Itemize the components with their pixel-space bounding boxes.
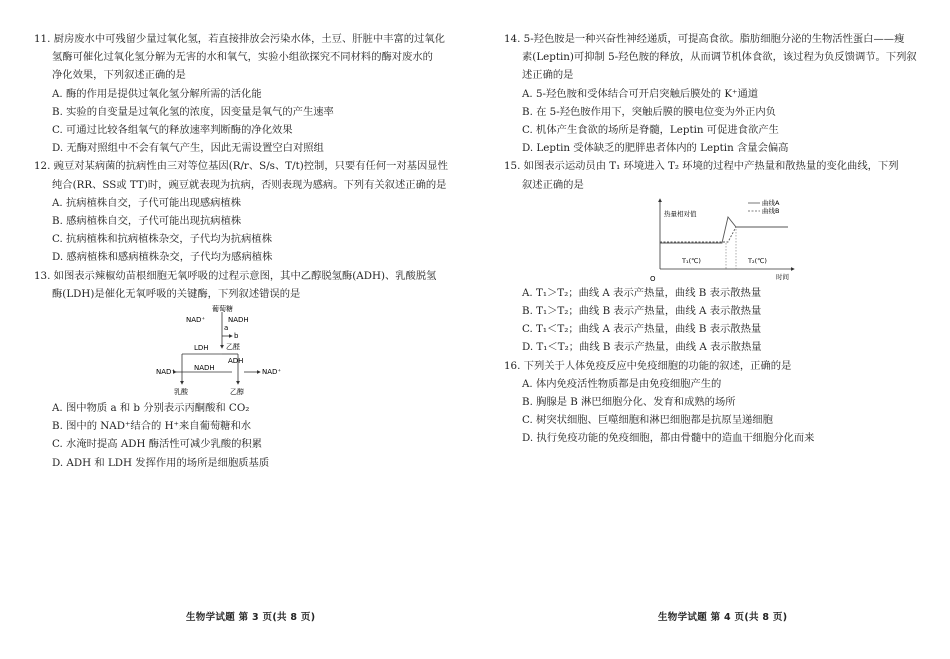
question-12 <box>34 157 454 266</box>
question-16 <box>504 357 926 448</box>
question-stem: 氢酶可催化过氧化氢分解为无害的水和氧气，实验小组欲探究不同材料的酶对废水的 <box>52 51 433 64</box>
option-b: B. 胸腺是 B 淋巴细胞分化、发育和成熟的场所 <box>522 396 736 409</box>
question-stem: 纯合(RR、SS或 TT)时，豌豆就表现为抗病，否则表现为感病。下列有关叙述正确的是 <box>52 178 447 191</box>
curve-a <box>660 217 788 243</box>
legend-a: 曲线A <box>762 198 780 207</box>
question-13 <box>34 267 454 472</box>
origin-label: O <box>650 274 656 283</box>
question-14 <box>504 30 926 157</box>
lactic-acid-label: 乳酸 <box>174 388 188 397</box>
b-label: b <box>234 332 239 341</box>
t1-label: T₁(℃) <box>682 256 701 265</box>
nadh-label: NADH <box>228 316 249 325</box>
page-footer-right: 生物学试题 第 4 页(共 8 页) <box>658 612 788 623</box>
question-stem: 素(Leptin)可抑制 5-羟色胺的释放，从而调节机体食欲，该过程为负反馈调节。下列叙 <box>522 51 917 64</box>
option-d: D. Leptin 受体缺乏的肥胖患者体内的 Leptin 含量会偏高 <box>522 142 789 155</box>
question-stem: 12. 豌豆对某病菌的抗病性由三对等位基因(R/r、S/s、T/t)控制，只要有任何一对基因显性 <box>34 160 448 173</box>
option-b: B. 在 5-羟色胺作用下，突触后膜的膜电位变为外正内负 <box>522 105 776 118</box>
option-c: C. 树突状细胞、巨噬细胞和淋巴细胞都是抗原呈递细胞 <box>522 414 773 427</box>
option-a: A. 体内免疫活性物质都是由免疫细胞产生的 <box>522 377 722 390</box>
nad-plus-left-label: NAD⁺ <box>156 368 176 377</box>
right-column <box>504 30 926 448</box>
a-label: a <box>224 324 229 333</box>
option-b: B. 实验的自变量是过氧化氢的浓度，因变量是氧气的产生速率 <box>52 105 334 118</box>
option-a: A. 抗病植株自交，子代可能出现感病植株 <box>52 196 242 209</box>
option-d: D. T₁＜T₂；曲线 B 表示产热量，曲线 A 表示散热量 <box>522 341 762 354</box>
x-axis-label: 时间 <box>776 272 789 281</box>
left-column <box>34 30 454 472</box>
respiration-diagram <box>152 304 454 398</box>
question-stem: 13. 如图表示辣椒幼苗根细胞无氧呼吸的过程示意图，其中乙醇脱氢酶(ADH)、乳酸脱氢 <box>34 269 437 282</box>
page-footer-left: 生物学试题 第 3 页(共 8 页) <box>186 612 316 623</box>
ldh-label: LDH <box>194 344 209 353</box>
option-a: A. 酶的作用是提供过氧化氢分解所需的活化能 <box>52 87 262 100</box>
glucose-label: 葡萄糖 <box>212 305 233 314</box>
t2-label: T₂(℃) <box>748 256 767 265</box>
option-c: C. 机体产生食欲的场所是脊髓，Leptin 可促进食欲产生 <box>522 124 779 137</box>
option-c: C. 可通过比较各组氧气的释放速率判断酶的净化效果 <box>52 124 293 137</box>
option-d: D. 无酶对照组中不会有氧气产生，因此无需设置空白对照组 <box>52 142 324 155</box>
question-stem: 述正确的是 <box>522 69 574 82</box>
option-a: A. 5-羟色胺和受体结合可开启突触后膜处的 K⁺通道 <box>522 87 759 100</box>
option-a: A. 图中物质 a 和 b 分别表示丙酮酸和 CO₂ <box>52 402 250 415</box>
nad-plus-label: NAD⁺ <box>186 316 206 325</box>
option-d: D. ADH 和 LDH 发挥作用的场所是细胞质基质 <box>52 456 270 469</box>
option-c: C. 水淹时提高 ADH 酶活性可减少乳酸的积累 <box>52 438 263 451</box>
question-stem: 15. 如图表示运动员由 T₁ 环境进入 T₂ 环境的过程中产热量和散热量的变化曲线，下列 <box>504 160 899 173</box>
nad-plus-right-label: NAD⁺ <box>262 368 282 377</box>
option-c: C. T₁＜T₂；曲线 A 表示产热量，曲线 B 表示散热量 <box>522 323 762 336</box>
heat-curve-chart <box>648 195 926 283</box>
question-stem: 14. 5-羟色胺是一种兴奋性神经递质，可提高食欲。脂肪细胞分泌的生物活性蛋白——瘦 <box>504 33 905 45</box>
option-b: B. 感病植株自交，子代可能出现抗病植株 <box>52 215 242 228</box>
option-b: B. T₁＞T₂；曲线 B 表示产热量，曲线 A 表示散热量 <box>522 305 762 318</box>
respiration-pathway-svg <box>152 304 352 398</box>
adh-label: ADH <box>228 357 244 366</box>
question-15 <box>504 157 926 356</box>
option-b: B. 图中的 NAD⁺结合的 H⁺来自葡萄糖和水 <box>52 420 252 433</box>
question-stem: 净化效果，下列叙述正确的是 <box>52 69 186 82</box>
option-d: D. 执行免疫功能的免疫细胞，都由骨髓中的造血干细胞分化而来 <box>522 432 815 445</box>
option-d: D. 感病植株和感病植株杂交，子代均为感病植株 <box>52 251 273 264</box>
nadh-mid-label: NADH <box>194 364 215 373</box>
y-axis-label: 热量相对值 <box>664 209 697 218</box>
option-c: C. 抗病植株和抗病植株杂交，子代均为抗病植株 <box>52 233 272 246</box>
question-stem: 16. 下列关于人体免疫反应中免疫细胞的功能的叙述，正确的是 <box>504 359 792 372</box>
question-11 <box>34 30 454 157</box>
ethanol-label: 乙醇 <box>230 388 244 397</box>
question-stem: 叙述正确的是 <box>522 178 584 191</box>
question-stem: 酶(LDH)是催化无氧呼吸的关键酶，下列叙述错误的是 <box>52 287 301 300</box>
option-a: A. T₁＞T₂；曲线 A 表示产热量，曲线 B 表示散热量 <box>522 286 762 299</box>
heat-curve-svg <box>648 195 808 283</box>
legend-b: 曲线B <box>762 206 780 215</box>
question-stem: 11. 厨房废水中可残留少量过氧化氢，若直接排放会污染水体，土豆、肝脏中丰富的过氧化 <box>34 33 445 45</box>
acetaldehyde-label: 乙醛 <box>226 343 240 352</box>
